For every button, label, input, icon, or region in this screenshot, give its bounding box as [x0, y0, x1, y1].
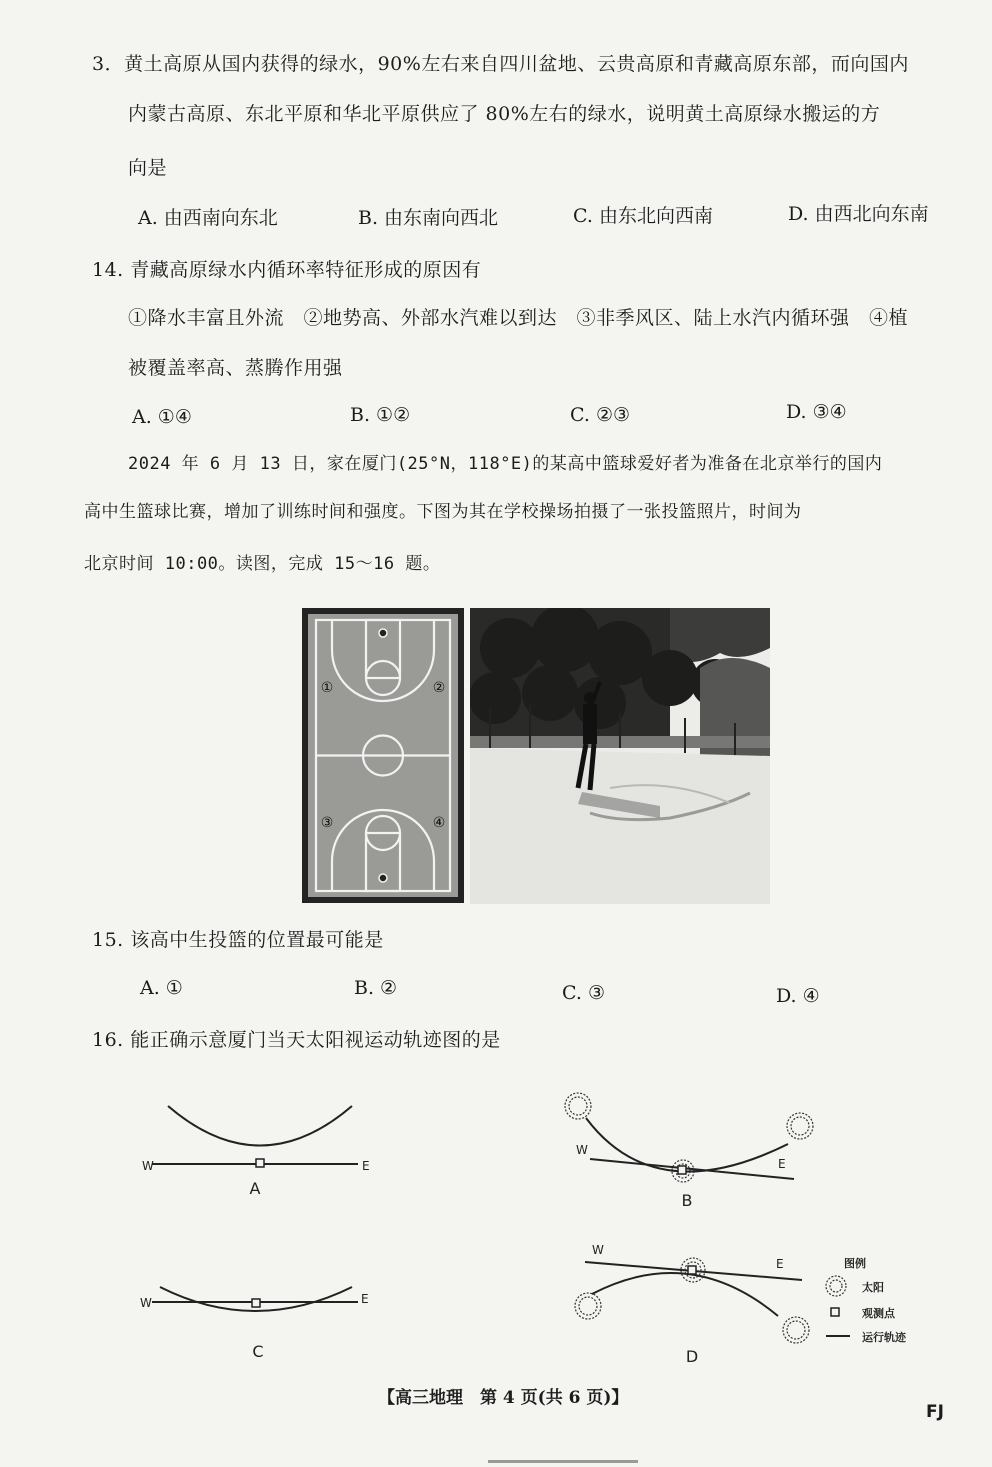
q15-option-c: C. ③ [562, 982, 605, 1004]
q13-line1: 3．黄土高原从国内获得的绿水，90%左右来自四川盆地、云贵高原和青藏高原东部，而向国内 [92, 53, 909, 75]
q14-option-b: B. ①② [350, 404, 411, 426]
legend-title: 图例 [844, 1257, 866, 1270]
court-mark-4: ④ [432, 815, 446, 831]
shooting-photo [470, 608, 770, 904]
q16-text: 16. 能正确示意厦门当天太阳视运动轨迹图的是 [92, 1029, 501, 1051]
legend [822, 1252, 932, 1348]
q13-option-b: B. 由东南向西北 [358, 207, 499, 229]
q15-option-a: A. ① [140, 977, 183, 999]
q14-line3: 被覆盖率高、蒸腾作用强 [128, 357, 343, 379]
q13-option-d: D. 由西北向东南 [788, 203, 929, 225]
sun-path-diagram-b [560, 1080, 820, 1215]
diagram-label-d: D [685, 1347, 699, 1366]
sun-icon [783, 1317, 809, 1343]
observation-point-icon [252, 1299, 260, 1307]
sun-icon [565, 1093, 591, 1119]
court-mark-3: ③ [320, 815, 334, 831]
q14-option-a: A. ①④ [132, 406, 192, 428]
diagram-label-b: B [681, 1191, 693, 1210]
dir-e: E [362, 1159, 370, 1173]
q14-option-c: C. ②③ [570, 404, 631, 426]
legend-point: 观测点 [862, 1307, 895, 1320]
stem-line3: 北京时间 10:00。读图，完成 15～16 题。 [84, 554, 441, 574]
q13-option-c: C. 由东北向西南 [573, 205, 713, 227]
q14-line1: 14. 青藏高原绿水内循环率特征形成的原因有 [92, 259, 482, 281]
court-mark-1: ① [320, 680, 334, 696]
diagram-label-c: C [252, 1342, 264, 1361]
sun-path-diagram-d [570, 1238, 825, 1370]
sun-path-diagram-a [130, 1080, 380, 1210]
dir-e: E [361, 1292, 369, 1306]
sun-path-diagram-c [130, 1265, 380, 1365]
dir-e: E [776, 1257, 784, 1271]
page-footer: 【高三地理 第 4 页(共 6 页)】 [378, 1388, 629, 1408]
observation-point-icon [688, 1266, 696, 1274]
q13-line2: 内蒙古高原、东北平原和华北平原供应了 80%左右的绿水，说明黄土高原绿水搬运的方 [128, 103, 881, 125]
observation-point-icon [831, 1308, 839, 1316]
dir-w: W [576, 1143, 588, 1157]
legend-sun: 太阳 [862, 1281, 884, 1294]
q14-line2: ①降水丰富且外流 ②地势高、外部水汽难以到达 ③非季风区、陆上水汽内循环强 ④植 [128, 307, 909, 329]
diagram-label-a: A [249, 1179, 261, 1198]
court-bottom-hoop-icon [379, 874, 387, 882]
q15-text: 15. 该高中生投篮的位置最可能是 [92, 929, 384, 951]
q13-line3: 向是 [128, 157, 168, 179]
sun-icon [826, 1276, 846, 1296]
dir-e: E [778, 1157, 786, 1171]
sun-icon [787, 1113, 813, 1139]
q14-option-d: D. ③④ [786, 401, 847, 423]
observation-point-icon [256, 1159, 264, 1167]
stem-line1: 2024 年 6 月 13 日，家在厦门(25°N，118°E)的某高中篮球爱好者为准备在北京举行的国内 [128, 454, 883, 474]
stem-line2: 高中生篮球比赛，增加了训练时间和强度。下图为其在学校操场拍摄了一张投篮照片，时间为 [84, 502, 802, 522]
bottom-edge-mark [488, 1460, 638, 1463]
legend-track: 运行轨迹 [862, 1331, 906, 1344]
basketball-court-diagram [302, 608, 464, 903]
court-top-hoop-icon [379, 629, 387, 637]
dir-w: W [592, 1243, 604, 1257]
observation-point-icon [678, 1166, 686, 1174]
dir-w: W [140, 1296, 152, 1310]
court-mark-2: ② [432, 680, 446, 696]
q13-option-a: A. 由西南向东北 [138, 207, 278, 229]
dir-w: W [142, 1159, 154, 1173]
q15-option-d: D. ④ [776, 985, 820, 1007]
footer-code: FJ [926, 1402, 944, 1422]
sun-icon [575, 1293, 601, 1319]
q15-option-b: B. ② [354, 977, 398, 999]
